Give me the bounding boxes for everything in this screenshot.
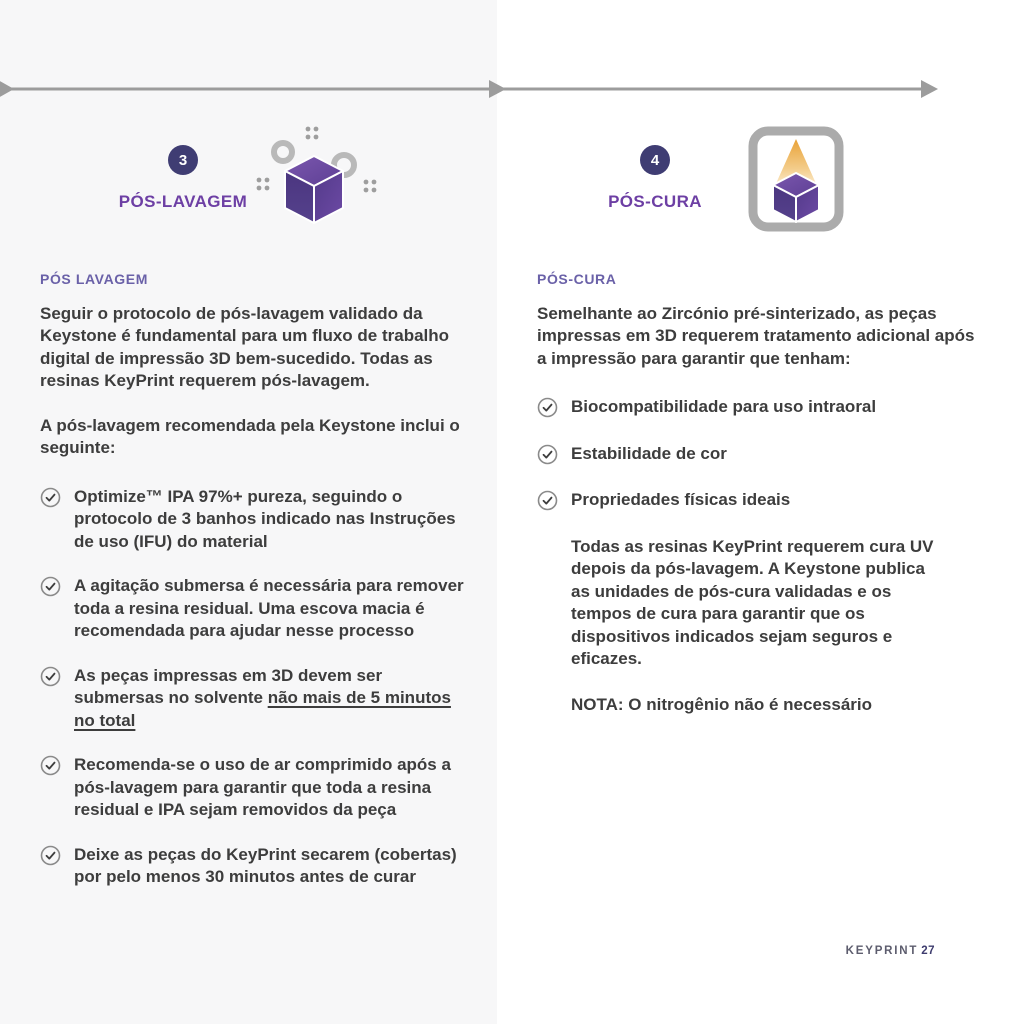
post-cure-bullet-list xyxy=(537,396,985,512)
bullet-text xyxy=(74,665,464,733)
check-circle-icon xyxy=(40,666,61,687)
footer-brand: KEYPRINT xyxy=(845,945,919,957)
post-cure-note: NOTA: O nitrogênio não é necessário xyxy=(571,694,873,714)
list-item xyxy=(537,443,985,466)
post-wash-bullet-list xyxy=(40,486,482,889)
bullet-text-emphasis: não mais de 5 minutos no total xyxy=(74,688,451,730)
post-cure-body-paragraph: Todas as resinas KeyPrint requerem cura UV depois da pós-lavagem. A Keystone publica as unidades de pós-cura validadas e os tempos de cura para garantir que os dispositivos indicados sejam seguros e eficazes. xyxy=(571,536,934,668)
check-circle-icon xyxy=(537,444,558,465)
post-wash-paragraph-2: A pós-lavagem recomendada pela Keystone inclui o seguinte: xyxy=(40,415,460,457)
list-item xyxy=(40,665,482,733)
bullet-text: Propriedades físicas ideais xyxy=(571,490,791,509)
bullet-text: A agitação submersa é necessária para remover toda a resina residual. Uma escova macia é recomendada para ajudar nesse processo xyxy=(74,576,464,640)
cure-chamber-icon xyxy=(748,126,844,232)
list-item xyxy=(40,754,482,822)
wash-cube-icon xyxy=(253,120,385,234)
step-3-title: PÓS-LAVAGEM xyxy=(118,192,248,211)
post-cure-section xyxy=(537,268,985,716)
list-item xyxy=(40,486,482,554)
post-cure-heading: PÓS-CURA xyxy=(537,271,617,287)
bullet-text: Biocompatibilidade para uso intraoral xyxy=(571,397,877,416)
check-circle-icon xyxy=(40,845,61,866)
post-wash-heading: PÓS LAVAGEM xyxy=(40,271,148,287)
post-wash-section xyxy=(40,268,482,911)
check-circle-icon xyxy=(40,755,61,776)
post-cure-paragraph: Semelhante ao Zircónio pré-sinterizado, as peças impressas em 3D requerem tratamento adicional após a impressão para garantir que tenham: xyxy=(537,303,975,368)
bullet-text: Recomenda-se o uso de ar comprimido após a pós-lavagem para garantir que toda a resina residual e IPA sejam removidos da peça xyxy=(74,755,451,819)
step-3-badge: 3 xyxy=(168,145,198,175)
list-item xyxy=(537,489,985,512)
bullet-text: Optimize™ IPA 97%+ pureza, seguindo o protocolo de 3 banhos indicado nas Instruções de uso (IFU) do material xyxy=(74,486,456,551)
list-item xyxy=(537,396,985,419)
check-circle-icon xyxy=(537,490,558,511)
bullet-text: Estabilidade de cor xyxy=(571,443,727,463)
bullet-text-plain: As peças impressas em 3D devem ser submersas no solvente xyxy=(74,665,383,707)
footer-page-number: 27 xyxy=(921,945,935,957)
bullet-text: Deixe as peças do KeyPrint secarem (cobertas) por pelo menos 30 minutos antes de curar xyxy=(74,844,457,886)
step-4-title: PÓS-CURA xyxy=(608,192,702,211)
step-4-badge: 4 xyxy=(640,145,670,175)
post-wash-paragraph-1: Seguir o protocolo de pós-lavagem validado da Keystone é fundamental para um fluxo de trabalho digital de impressão 3D bem-sucedido. Todas as resinas KeyPrint requerem pós-lavagem. xyxy=(40,303,450,390)
check-circle-icon xyxy=(40,487,61,508)
list-item xyxy=(40,844,482,889)
check-circle-icon xyxy=(537,397,558,418)
check-circle-icon xyxy=(40,576,61,597)
page-footer xyxy=(846,945,935,957)
timeline-arrow-icon xyxy=(0,76,1009,102)
list-item xyxy=(40,575,482,643)
